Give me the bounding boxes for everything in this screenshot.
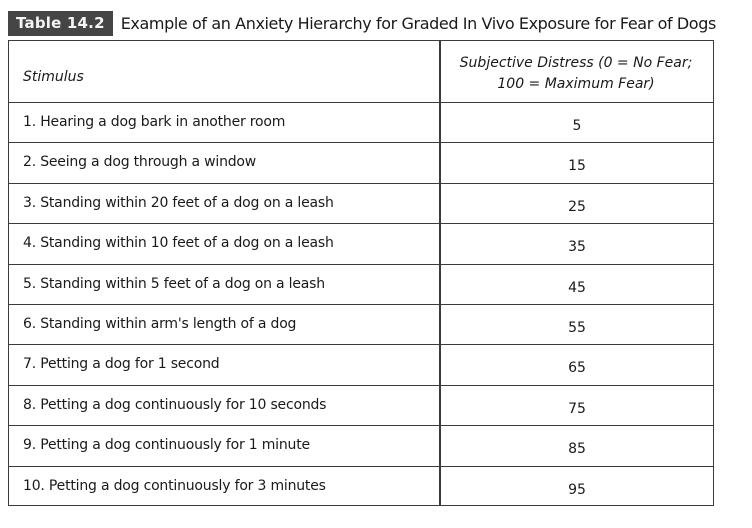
table-row	[9, 305, 713, 345]
table-title: Example of an Anxiety Hierarchy for Graded In Vivo Exposure for Fear of Dogs	[120, 13, 716, 33]
header-distress-line1: Subjective Distress (0 = No Fear;	[459, 55, 693, 71]
anxiety-hierarchy-table	[8, 40, 714, 506]
stimulus-cell: 1. Hearing a dog bark in another room	[23, 114, 286, 130]
header-subjective-distress	[439, 53, 713, 95]
distress-cell: 65	[568, 360, 586, 377]
table-row	[9, 224, 713, 264]
table-header-row	[9, 41, 713, 103]
stimulus-cell: 4. Standing within 10 feet of a dog on a leash	[23, 235, 334, 252]
table-row	[9, 265, 713, 305]
distress-cell: 95	[568, 481, 586, 498]
table-row	[9, 386, 713, 426]
stimulus-cell: 2. Seeing a dog through a window	[23, 154, 257, 171]
table-row	[9, 184, 713, 224]
header-distress-line2: 100 = Maximum Fear)	[497, 76, 655, 92]
distress-cell: 45	[568, 279, 586, 296]
distress-cell: 5	[572, 118, 582, 134]
table-caption	[8, 8, 716, 38]
table-row	[9, 143, 713, 183]
stimulus-cell: 9. Petting a dog continuously for 1 minute	[23, 437, 310, 454]
stimulus-cell: 8. Petting a dog continuously for 10 seconds	[23, 396, 327, 413]
table-row	[9, 467, 713, 507]
distress-cell: 15	[568, 158, 586, 175]
stimulus-cell: 10. Petting a dog continuously for 3 minutes	[23, 477, 326, 494]
table-number-label: Table 14.2	[8, 11, 113, 36]
table-row	[9, 345, 713, 385]
distress-cell: 85	[568, 441, 586, 458]
table-row	[9, 426, 713, 466]
stimulus-cell: 3. Standing within 20 feet of a dog on a leash	[23, 194, 334, 211]
stimulus-cell: 6. Standing within arm's length of a dog	[23, 316, 297, 332]
distress-cell: 55	[568, 320, 586, 336]
table-row	[9, 103, 713, 143]
stimulus-cell: 5. Standing within 5 feet of a dog on a leash	[23, 275, 325, 292]
stimulus-cell: 7. Petting a dog for 1 second	[23, 356, 220, 373]
header-stimulus: Stimulus	[23, 69, 84, 85]
distress-cell: 75	[568, 400, 586, 417]
distress-cell: 35	[568, 239, 586, 256]
distress-cell: 25	[568, 198, 586, 215]
